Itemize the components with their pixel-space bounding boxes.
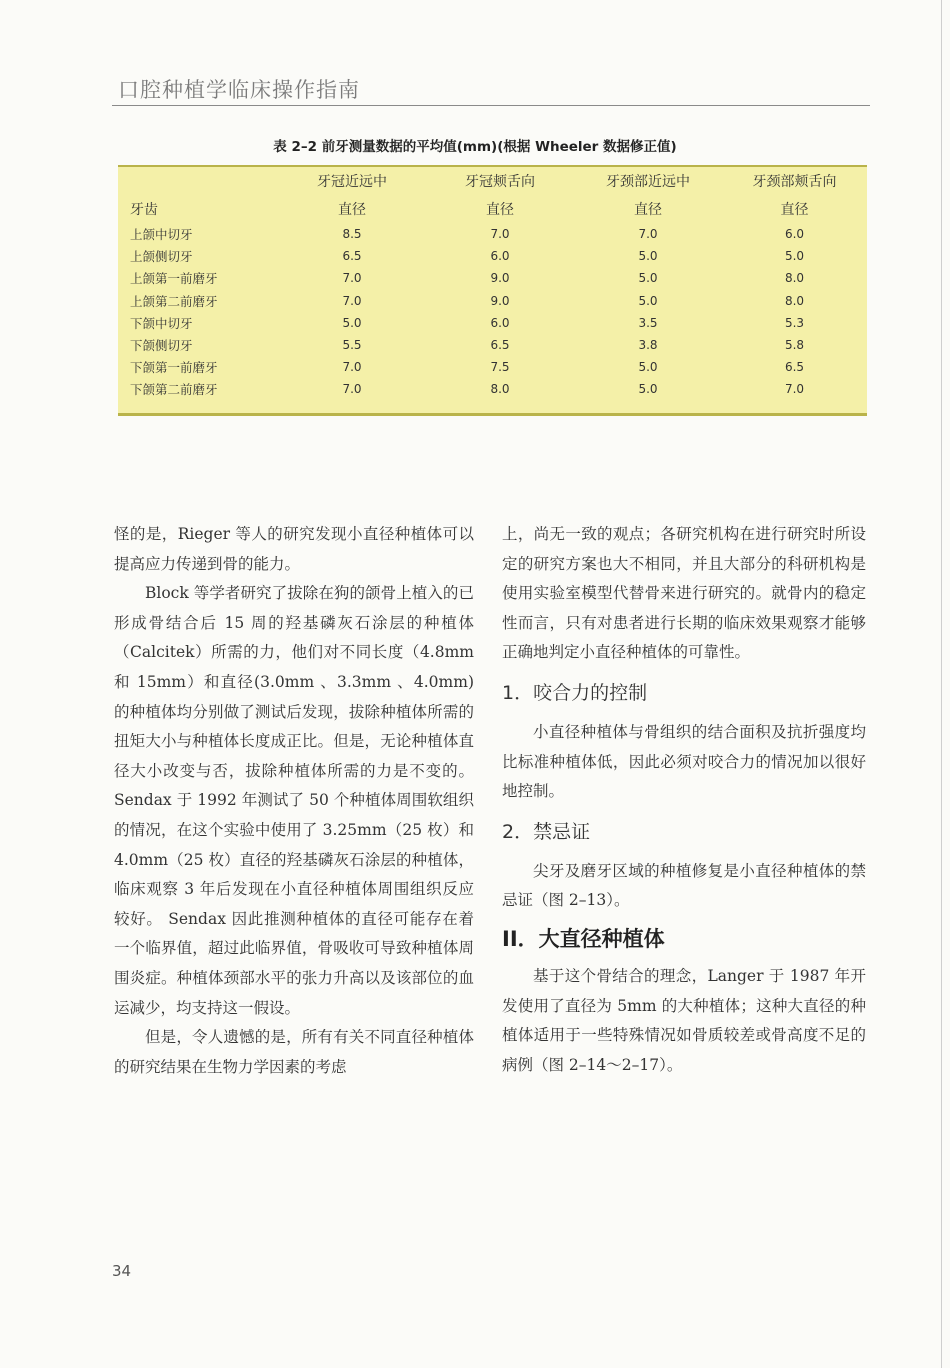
value-cell: 3.8: [638, 338, 658, 353]
value-cell: 5.0: [638, 382, 658, 397]
header-cell: 直径: [338, 202, 366, 218]
left-text-column: [114, 520, 474, 1082]
tooth-name-cell: 上颌第二前磨牙: [130, 293, 218, 309]
tooth-name-cell: 上颌中切牙: [130, 227, 193, 243]
header-cell: 牙齿: [130, 202, 158, 218]
value-cell: 6.0: [784, 227, 805, 242]
paragraph: 基于这个骨结合的理念，Langer 于 1987 年开发使用了直径为 5mm 的大种植体；这种大直径的种植体适用于一些特殊情况如骨质较差或骨高度不足的病例（图 2–14～2–17）。: [502, 966, 866, 1074]
value-cell: 5.0: [638, 360, 658, 375]
value-cell: 5.5: [342, 338, 362, 353]
right-text-column: [502, 520, 866, 1080]
header-cell: 直径: [780, 202, 809, 218]
tooth-name-cell: 下颌第一前磨牙: [130, 360, 218, 376]
section-heading-contraindications: 2．禁忌证: [502, 820, 591, 843]
table-row: [118, 356, 867, 378]
paragraph: 但是，令人遗憾的是，所有有关不同直径种植体的研究结果在生物力学因素的考虑: [114, 1028, 474, 1076]
header-cell: 直径: [486, 202, 514, 218]
table-row: [118, 223, 867, 245]
value-cell: 8.0: [784, 293, 805, 308]
paragraph: 上，尚无一致的观点；各研究机构在进行研究时所设定的研究方案也大不相同，并且大部分的科研机构是使用实验室模型代替骨来进行研究的。就骨内的稳定性而言，只有对患者进行长期的临床效果观察才能够正确地判定小直径种植体的可靠性。: [502, 525, 866, 662]
header-divider: [112, 105, 870, 106]
paragraph: 小直径种植体与骨组织的结合面积及抗折强度均比标准种植体低，因此必须对咬合力的情况加以很好地控制。: [502, 722, 866, 801]
value-cell: 8.5: [342, 227, 362, 242]
table-row: [118, 267, 867, 289]
header-cell: 牙颈部近远中: [606, 174, 690, 190]
value-cell: 7.0: [342, 382, 362, 397]
header-cell: 牙冠颊舌向: [465, 174, 535, 190]
paragraph: Block 等学者研究了拔除在狗的颌骨上植入的已形成骨结合后 15 周的羟基磷灰石涂层的种植体（Calcitek）所需的力，他们对不同长度（4.8mm 和 15mm）和直径(3.0mm 、3.3mm 、4.0mm)的种植体均分别做了测试后发现，拔除种植体所需的扭矩大小与种植体长度成正比。但是，无论种植体直径大小改变与否，拔除种植体所需的力是不变的。Sendax 于 1992 年测试了 50 个种植体周围软组织的情况，在这个实验中使用了 3.25mm（25 枚）和 4.0mm（25 枚）直径的羟基磷灰石涂层的种植体，临床观察 3 年后发现在小直径种植体周围组织反应较好。 Sendax 因此推测种植体的直径可能存在着一个临界值，超过此临界值，骨吸收可导致种植体周围炎症。种植体颈部水平的张力升高以及该部位的血运减少，均支持这一假设。: [114, 584, 474, 1017]
table-row: [118, 290, 867, 312]
tooth-name-cell: 上颌第一前磨牙: [130, 271, 218, 287]
value-cell: 5.0: [638, 249, 658, 264]
table-row: [118, 334, 867, 356]
value-cell: 9.0: [490, 293, 510, 308]
section-heading-wide-diameter-implants: II．大直径种植体: [502, 926, 665, 951]
value-cell: 7.0: [490, 227, 510, 242]
data-table-container: [118, 165, 867, 416]
value-cell: 7.0: [638, 227, 658, 242]
value-cell: 3.5: [638, 315, 658, 330]
value-cell: 5.0: [638, 293, 658, 308]
tooth-name-cell: 下颌第二前磨牙: [130, 382, 218, 398]
value-cell: 7.5: [490, 360, 510, 375]
table-header-row-top: [118, 167, 867, 195]
value-cell: 5.8: [784, 338, 805, 353]
section-heading-occlusal-force: 1．咬合力的控制: [502, 681, 648, 704]
value-cell: 6.5: [784, 360, 805, 375]
value-cell: 5.0: [342, 315, 362, 330]
header-cell: 牙颈部颊舌向: [752, 174, 837, 190]
value-cell: 7.0: [342, 293, 362, 308]
table-row: [118, 245, 867, 267]
tooth-measurement-table: [118, 167, 867, 401]
value-cell: 6.5: [342, 249, 362, 264]
value-cell: 7.0: [784, 382, 805, 397]
value-cell: 6.0: [490, 249, 510, 264]
header-cell: [118, 167, 278, 195]
value-cell: 5.0: [638, 271, 658, 286]
tooth-name-cell: 上颌侧切牙: [130, 249, 193, 265]
value-cell: 7.0: [342, 271, 362, 286]
tooth-name-cell: 下颌侧切牙: [130, 338, 193, 354]
table-header-row-bottom: [118, 195, 867, 223]
running-header: 口腔种植学临床操作指南: [118, 78, 360, 102]
table-row: [118, 312, 867, 334]
value-cell: 8.0: [490, 382, 510, 397]
value-cell: 8.0: [784, 271, 805, 286]
page-edge: [941, 0, 942, 1368]
value-cell: 9.0: [490, 271, 510, 286]
paragraph: 尖牙及磨牙区域的种植修复是小直径种植体的禁忌证（图 2–13）。: [502, 861, 866, 910]
table-row: [118, 378, 867, 400]
value-cell: 7.0: [342, 360, 362, 375]
header-cell: 牙冠近远中: [317, 174, 387, 190]
value-cell: 5.0: [784, 249, 805, 264]
value-cell: 5.3: [784, 315, 805, 330]
table-caption: 表 2–2 前牙测量数据的平均值(mm)(根据 Wheeler 数据修正值): [273, 139, 677, 155]
paragraph: 怪的是，Rieger 等人的研究发现小直径种植体可以提高应力传递到骨的能力。: [114, 525, 474, 573]
value-cell: 6.5: [490, 338, 510, 353]
value-cell: 6.0: [490, 315, 510, 330]
page-number: 34: [112, 1262, 132, 1280]
header-cell: 直径: [634, 202, 662, 218]
tooth-name-cell: 下颌中切牙: [130, 315, 193, 331]
